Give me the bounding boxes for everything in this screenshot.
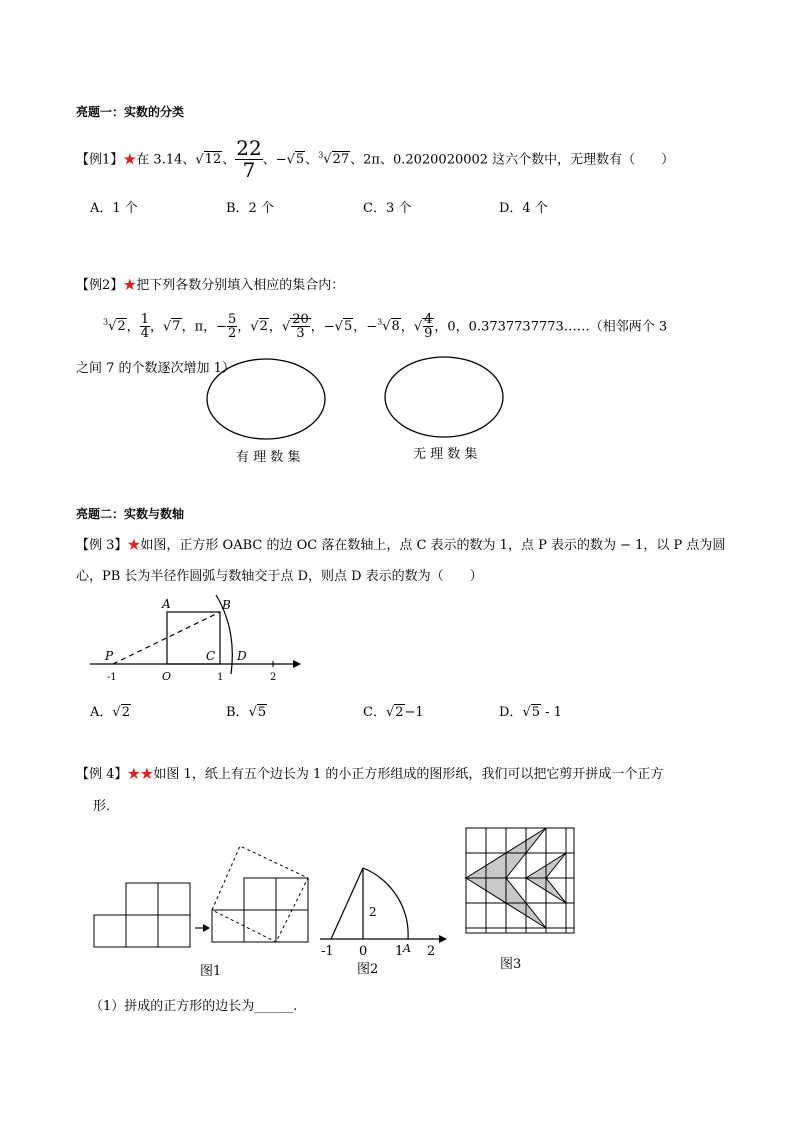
option-b: B．2 个 xyxy=(226,201,274,216)
section-title-2: 亮题二：实数与数轴 xyxy=(76,507,185,521)
svg-text:1: 1 xyxy=(395,944,404,959)
option-a: A．√2 xyxy=(90,705,130,720)
example-4-line2: 形． xyxy=(93,799,120,814)
svg-text:-1: -1 xyxy=(321,944,334,959)
option-a: A．1 个 xyxy=(90,201,138,216)
star-icon: ★ xyxy=(123,152,137,168)
figure-2 xyxy=(315,840,450,960)
example-4-line1: 【例 4】★★如图 1，纸上有五个边长为 1 的小正方形组成的图形纸，我们可以把它剪开拼成一个正方 xyxy=(76,767,664,782)
star-icon: ★ xyxy=(127,538,141,553)
example-tag: 【例1】 xyxy=(76,152,124,168)
svg-text:P: P xyxy=(105,649,114,663)
example-1-question: 【例1】★在 3.14、√12、 $\frac{22}{7}$ 、−√5、$^3$√27、2π、0.2020020002 这六个数中，无理数有（ ） xyxy=(76,136,675,183)
svg-text:-1: -1 xyxy=(107,672,117,683)
example-3-figure xyxy=(85,590,310,685)
svg-text:2: 2 xyxy=(427,944,436,959)
question-1: （1）拼成的正方形的边长为______. xyxy=(90,999,298,1014)
svg-text:0: 0 xyxy=(359,944,368,959)
figure-3 xyxy=(460,822,580,940)
star-icon: ★ xyxy=(123,278,137,293)
example-3-line2: 心，PB 长为半径作圆弧与数轴交于点 D，则点 D 表示的数为（ ） xyxy=(76,569,483,584)
svg-text:2: 2 xyxy=(270,672,277,683)
fraction: $\frac{22}{7}$ xyxy=(236,136,262,183)
figure-2-caption: 图2 xyxy=(357,962,379,977)
option-d: D．4 个 xyxy=(499,201,548,216)
star-icon: ★★ xyxy=(127,767,154,782)
example-3-line1: 【例 3】★如图，正方形 OABC 的边 OC 落在数轴上，点 C 表示的数为 1，点 P 表示的数为 − 1，以 P 点为圆 xyxy=(76,538,726,553)
svg-text:D: D xyxy=(237,649,247,663)
svg-text:O: O xyxy=(162,670,172,683)
figure-1-caption: 图1 xyxy=(200,964,222,979)
figure-1 xyxy=(90,840,320,950)
option-d: D．√5 - 1 xyxy=(499,705,562,720)
option-c: C．√2−1 xyxy=(363,705,424,720)
example-2-note: 之间 7 的个数逐次增加 1） xyxy=(76,361,235,376)
svg-text:C: C xyxy=(206,649,216,663)
svg-text:A: A xyxy=(403,942,411,955)
example-2-numbers: $^3$√2， $\frac{1}{4}$ ，√7，π，− $\frac{5}{2}$ ，√2，√ $\frac{20}{3}$ ，−√5，−$^3$√8，√ $\frac{4}{9}$ ，0，0.3737737773……（相邻两个 3 xyxy=(103,311,668,342)
option-c: C．3 个 xyxy=(363,201,412,216)
figure-3-caption: 图3 xyxy=(500,957,522,972)
svg-text:2: 2 xyxy=(369,905,377,919)
svg-text:B: B xyxy=(222,598,231,612)
section-title-1: 亮题一：实数的分类 xyxy=(76,105,185,119)
svg-text:1: 1 xyxy=(217,672,224,683)
svg-text:A: A xyxy=(162,597,171,611)
rational-set-label: 有 理 数 集 xyxy=(236,450,301,465)
irrational-set-label: 无 理 数 集 xyxy=(413,447,478,462)
option-b: B．√5 xyxy=(226,705,267,720)
example-2-question: 【例2】★把下列各数分别填入相应的集合内： xyxy=(76,278,345,293)
